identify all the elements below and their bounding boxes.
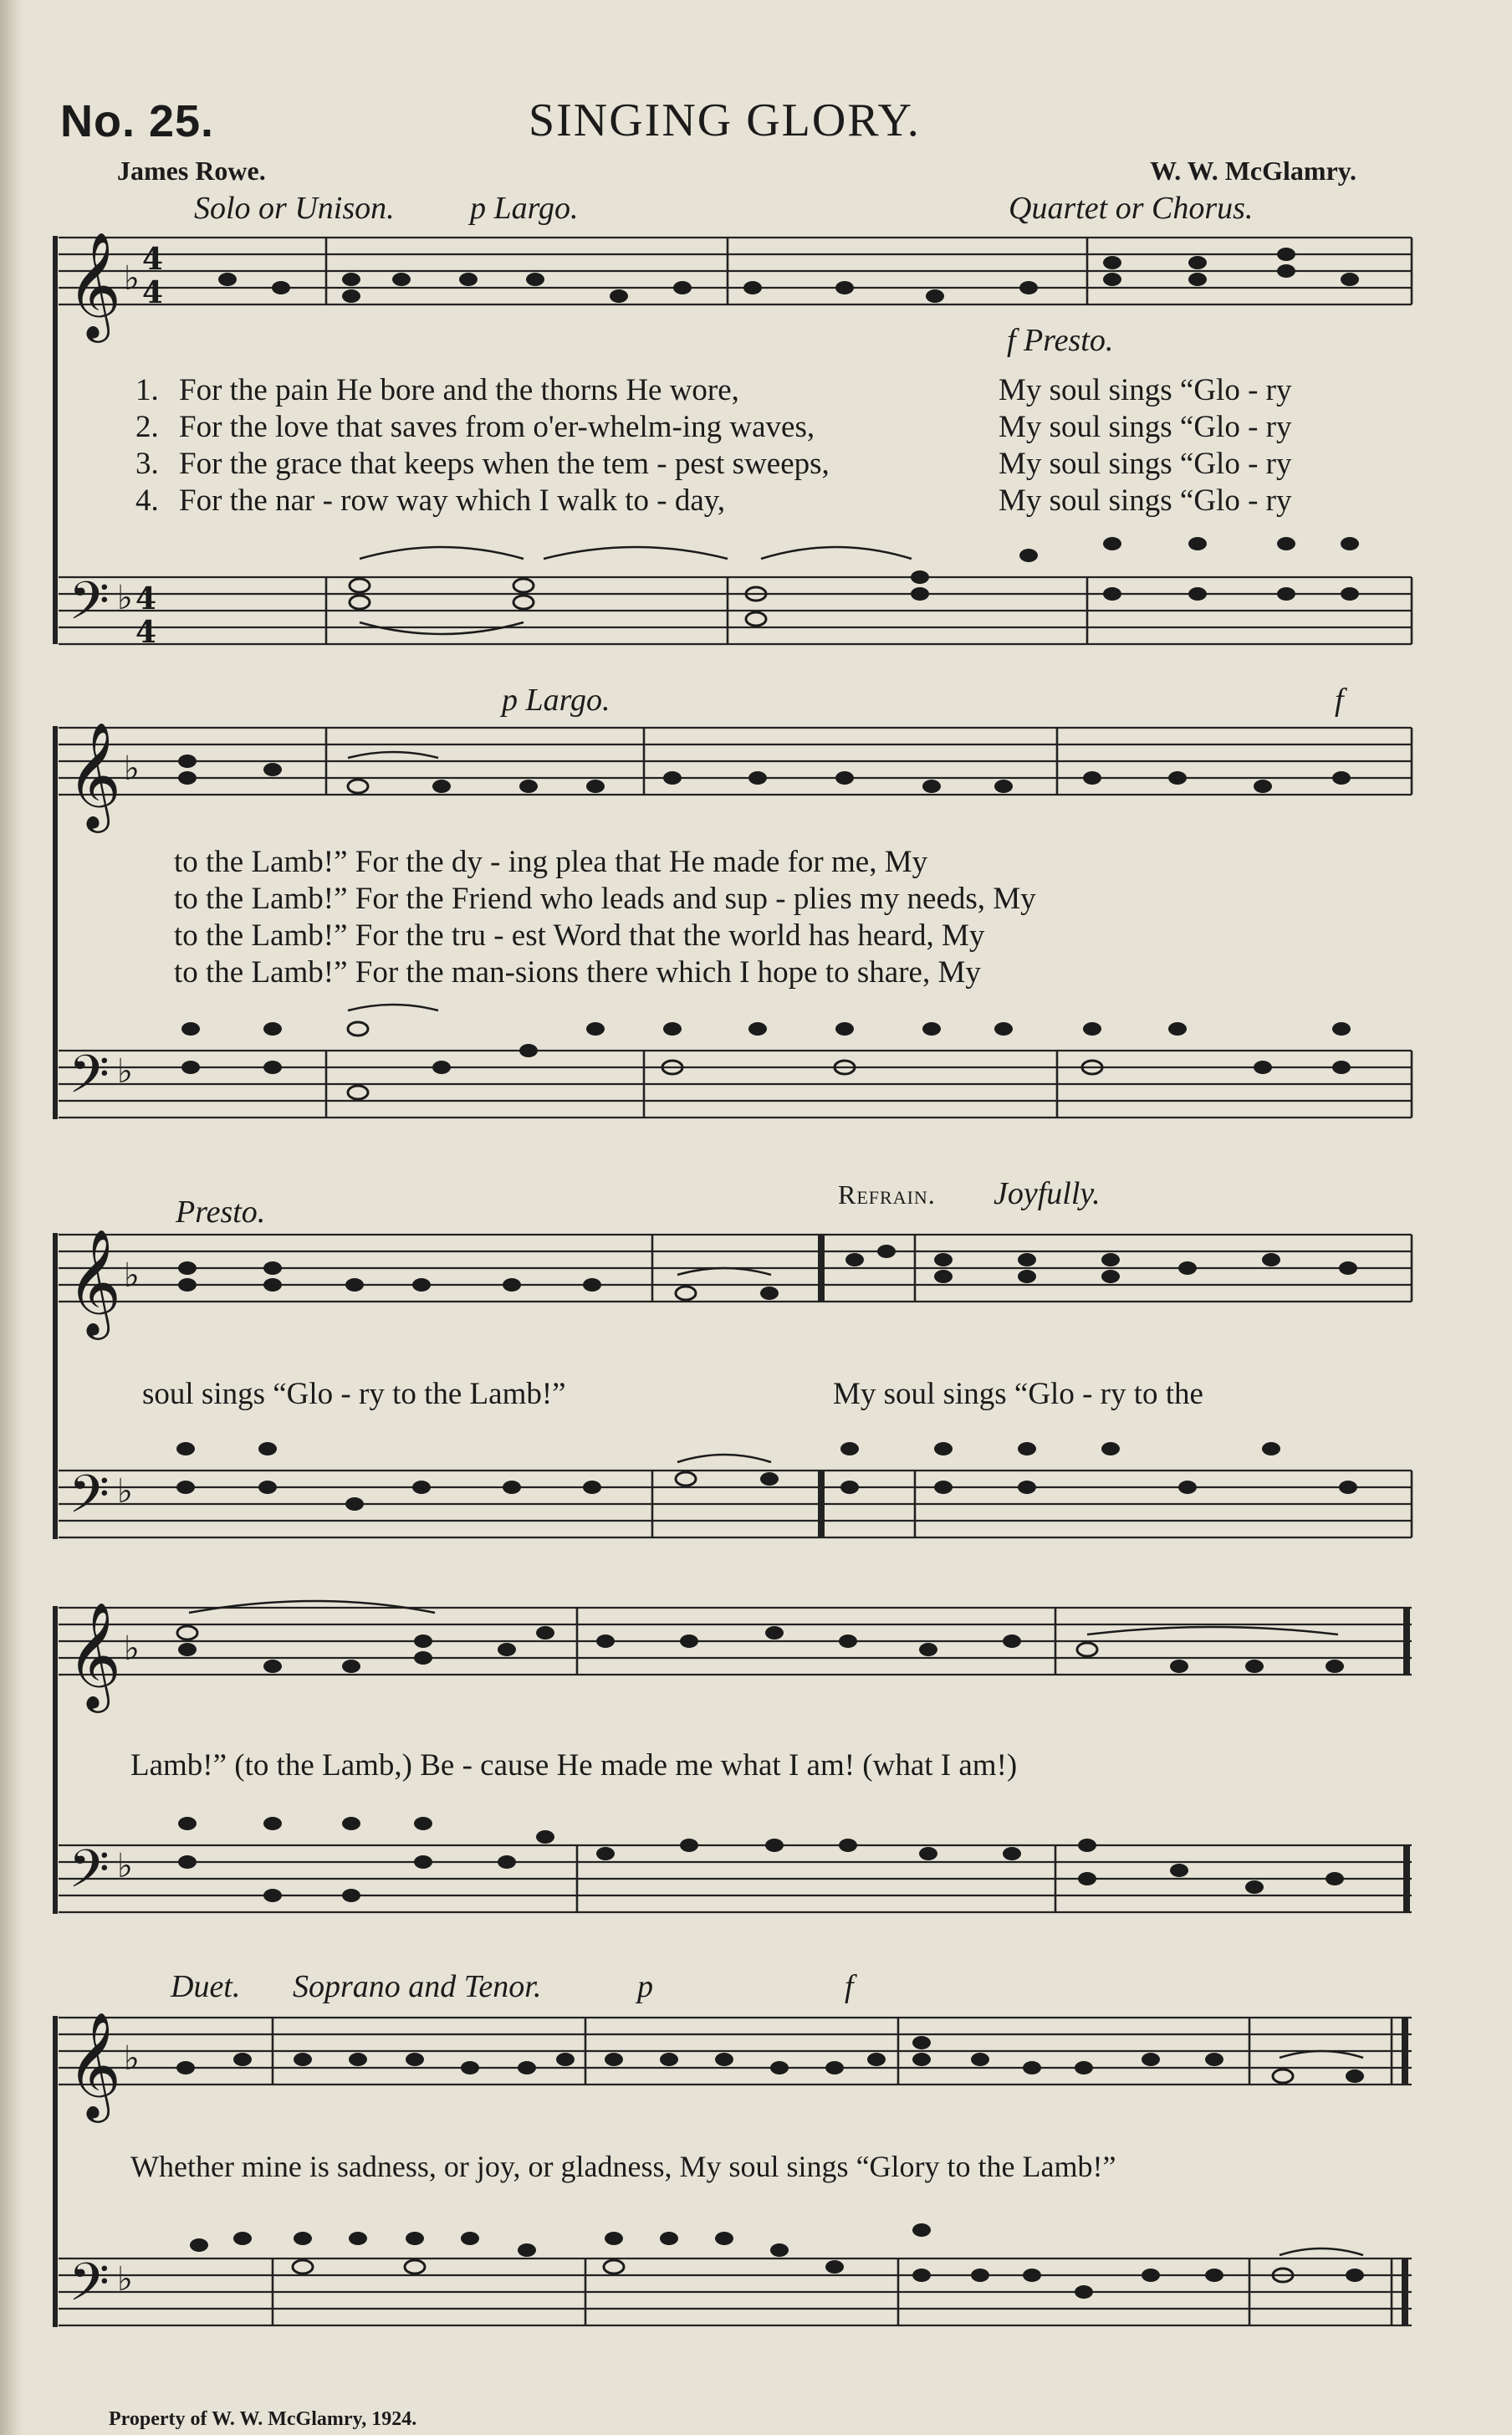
- system-1-bass-staff: [59, 577, 1412, 644]
- note: [715, 2232, 733, 2245]
- half-note: [348, 1086, 368, 1099]
- system5-lyric: Whether mine is sadness, or joy, or gladness, My soul sings “Glory to the Lamb!”: [130, 2150, 1116, 2183]
- note: [218, 273, 237, 286]
- verse-1-end: My soul sings “Glo - ry: [999, 373, 1292, 407]
- note: [503, 1481, 521, 1494]
- half-note: [676, 1472, 696, 1486]
- note: [743, 281, 762, 294]
- note: [349, 2232, 367, 2245]
- note: [586, 780, 605, 793]
- verse-2-number: 2.: [135, 410, 159, 444]
- tie: [348, 1005, 438, 1010]
- note: [934, 1270, 953, 1283]
- note: [596, 1847, 615, 1860]
- half-note: [348, 1022, 368, 1036]
- tie: [1087, 1627, 1338, 1634]
- note: [715, 2053, 733, 2066]
- note: [519, 780, 538, 793]
- note: [181, 1061, 200, 1074]
- note: [1170, 1864, 1188, 1877]
- direction-forte-1: f: [1335, 683, 1344, 718]
- note: [526, 273, 544, 286]
- note: [176, 1481, 195, 1494]
- note: [392, 273, 411, 286]
- flat-sign-icon: ♭: [117, 579, 133, 617]
- system-3: [55, 1228, 1412, 1539]
- note: [605, 2053, 623, 2066]
- refrain-label: Refrain.: [838, 1179, 936, 1210]
- note: [835, 1022, 854, 1036]
- note: [536, 1830, 554, 1844]
- note: [233, 2232, 252, 2245]
- note: [263, 1817, 282, 1830]
- note: [263, 1061, 282, 1074]
- verse-3-text: For the grace that keeps when the tem - pest sweeps,: [179, 447, 830, 481]
- note: [1142, 2053, 1160, 2066]
- note: [1341, 587, 1359, 601]
- note: [586, 1022, 605, 1036]
- line2-verse-3: to the Lamb!” For the tru - est Word that the world has heard, My: [174, 918, 985, 953]
- note: [867, 2053, 886, 2066]
- treble-clef-icon: 𝄞: [67, 1228, 122, 1335]
- note: [342, 289, 360, 303]
- note: [663, 1022, 682, 1036]
- note: [673, 281, 692, 294]
- note: [178, 1643, 197, 1656]
- note: [498, 1855, 516, 1869]
- system-1: [55, 231, 1412, 650]
- direction-joyfully: Joyfully.: [994, 1176, 1101, 1211]
- note: [1262, 1442, 1280, 1455]
- note: [971, 2053, 989, 2066]
- system-4-notes: [177, 1601, 1344, 1902]
- tie: [677, 1455, 771, 1462]
- note: [835, 281, 854, 294]
- note: [605, 2232, 623, 2245]
- note: [1083, 771, 1101, 785]
- time-signature-top: 4: [135, 581, 157, 616]
- hymn-number: No. 25.: [60, 96, 215, 146]
- note: [272, 281, 290, 294]
- half-note: [1077, 1643, 1097, 1656]
- note: [406, 2053, 424, 2066]
- note: [263, 1660, 282, 1673]
- verse-2-end: My soul sings “Glo - ry: [999, 410, 1292, 444]
- note: [233, 2053, 252, 2066]
- note: [461, 2061, 479, 2074]
- note: [178, 1261, 197, 1275]
- treble-clef-icon: 𝄞: [67, 1601, 122, 1708]
- verse-2-text: For the love that saves from o'er-whelm-ing waves,: [179, 410, 815, 444]
- verse-4-number: 4.: [135, 483, 159, 518]
- system-5-treble-staff: [59, 2018, 1412, 2085]
- note: [178, 1855, 197, 1869]
- note: [498, 1643, 516, 1656]
- note: [1339, 1481, 1357, 1494]
- note: [1339, 1261, 1357, 1275]
- note: [258, 1481, 277, 1494]
- flat-sign-icon: ♭: [117, 1052, 133, 1091]
- note: [583, 1278, 601, 1292]
- note: [1188, 256, 1207, 269]
- bass-clef-icon: 𝄢: [69, 2251, 110, 2325]
- note: [1019, 549, 1038, 562]
- note: [258, 1442, 277, 1455]
- note: [1205, 2053, 1223, 2066]
- note: [345, 1497, 364, 1511]
- half-note: [746, 612, 766, 626]
- tie: [1280, 2248, 1363, 2255]
- note: [912, 2223, 931, 2237]
- note: [583, 1481, 601, 1494]
- note: [660, 2053, 678, 2066]
- note: [994, 1022, 1013, 1036]
- note: [911, 587, 929, 601]
- note: [770, 2061, 789, 2074]
- flat-sign-icon: ♭: [124, 259, 140, 298]
- note: [770, 2243, 789, 2257]
- system-4-bass-staff: [59, 1845, 1412, 1912]
- note: [1075, 2061, 1093, 2074]
- note: [1018, 1253, 1036, 1266]
- note: [845, 1253, 864, 1266]
- note: [1003, 1847, 1021, 1860]
- note: [919, 1643, 937, 1656]
- half-note: [348, 780, 368, 793]
- note: [680, 1634, 698, 1648]
- line2-verse-2: to the Lamb!” For the Friend who leads and sup - plies my needs, My: [174, 882, 1036, 916]
- note: [1277, 587, 1295, 601]
- note: [840, 1442, 859, 1455]
- note: [1103, 256, 1121, 269]
- note: [971, 2269, 989, 2282]
- note: [556, 2053, 575, 2066]
- note: [1101, 1270, 1120, 1283]
- note: [412, 1481, 431, 1494]
- flat-sign-icon: ♭: [124, 749, 140, 788]
- note: [342, 273, 360, 286]
- system3-lyric: soul sings “Glo - ry to the Lamb!”: [142, 1377, 566, 1411]
- note: [1326, 1660, 1344, 1673]
- tie: [761, 547, 912, 559]
- system-2-bass-staff: [59, 1051, 1412, 1118]
- note: [263, 1889, 282, 1902]
- direction-piano: p: [637, 1969, 653, 2004]
- tie: [348, 752, 438, 758]
- note: [414, 1634, 432, 1648]
- hymn-title: SINGING GLORY.: [529, 95, 921, 146]
- note: [1168, 771, 1187, 785]
- verse-4-text: For the nar - row way which I walk to - day,: [179, 483, 726, 518]
- note: [1254, 780, 1272, 793]
- note: [345, 1278, 364, 1292]
- note: [1245, 1880, 1264, 1894]
- line2-verse-1: to the Lamb!” For the dy - ing plea that He made for me, My: [174, 845, 928, 879]
- bass-clef-icon: 𝄢: [69, 1838, 110, 1912]
- note: [263, 1278, 282, 1292]
- system-1-notes: [218, 248, 1359, 634]
- note: [1341, 537, 1359, 550]
- note: [994, 780, 1013, 793]
- note: [839, 1634, 857, 1648]
- note: [1341, 273, 1359, 286]
- note: [1170, 1660, 1188, 1673]
- note: [1018, 1270, 1036, 1283]
- note: [178, 1278, 197, 1292]
- half-note: [676, 1287, 696, 1300]
- note: [263, 1261, 282, 1275]
- half-note: [350, 579, 370, 592]
- note: [1019, 281, 1038, 294]
- flat-sign-icon: ♭: [124, 2039, 140, 2078]
- half-note: [405, 2260, 425, 2274]
- half-note: [293, 2260, 313, 2274]
- system-3-bass-staff: [59, 1471, 1412, 1537]
- note: [926, 289, 944, 303]
- note: [1018, 1442, 1036, 1455]
- note: [680, 1839, 698, 1852]
- note: [1178, 1261, 1197, 1275]
- bass-clef-icon: 𝄢: [69, 570, 110, 644]
- note: [934, 1442, 953, 1455]
- flat-sign-icon: ♭: [124, 1256, 140, 1295]
- note: [912, 2036, 931, 2049]
- system-1-treble-staff: [59, 238, 1412, 304]
- note: [760, 1287, 779, 1300]
- direction-quartet: Quartet or Chorus.: [1009, 191, 1254, 226]
- time-signature-bottom: 4: [142, 275, 164, 310]
- note: [1023, 2269, 1041, 2282]
- note: [760, 1472, 779, 1486]
- note: [1083, 1022, 1101, 1036]
- system-4-treble-staff: [59, 1608, 1412, 1675]
- direction-solo: Solo or Unison.: [194, 191, 395, 226]
- note: [922, 1022, 941, 1036]
- note: [911, 570, 929, 584]
- note: [190, 2238, 208, 2252]
- note: [414, 1855, 432, 1869]
- note: [1188, 273, 1207, 286]
- note: [414, 1651, 432, 1665]
- note: [1332, 771, 1351, 785]
- note: [1003, 1634, 1021, 1648]
- note: [1101, 1253, 1120, 1266]
- system-5: [55, 2011, 1412, 2327]
- direction-largo-2: p Largo.: [502, 683, 610, 718]
- note: [1332, 1061, 1351, 1074]
- note: [519, 1044, 538, 1057]
- direction-soprano-tenor: Soprano and Tenor.: [293, 1969, 542, 2004]
- tie: [677, 1268, 771, 1275]
- note: [178, 771, 197, 785]
- note: [518, 2061, 536, 2074]
- note: [1346, 2269, 1364, 2282]
- note: [660, 2232, 678, 2245]
- note: [414, 1817, 432, 1830]
- direction-forte-2: f: [845, 1969, 854, 2004]
- note: [1277, 537, 1295, 550]
- note: [342, 1817, 360, 1830]
- refrain-lyric-1: My soul sings “Glo - ry to the: [833, 1377, 1203, 1411]
- note: [1277, 264, 1295, 278]
- line2-verse-4: to the Lamb!” For the man-sions there which I hope to share, My: [174, 955, 981, 990]
- note: [765, 1839, 784, 1852]
- note: [1101, 1442, 1120, 1455]
- note: [1262, 1253, 1280, 1266]
- direction-presto-1: f Presto.: [1007, 323, 1114, 358]
- note: [1188, 537, 1207, 550]
- copyright-footer: Property of W. W. McGlamry, 1924.: [109, 2408, 417, 2430]
- system4-lyric: Lamb!” (to the Lamb,) Be - cause He made me what I am! (what I am!): [130, 1748, 1018, 1783]
- note: [342, 1889, 360, 1902]
- note: [1018, 1481, 1036, 1494]
- note: [1075, 2285, 1093, 2299]
- system-2: [55, 721, 1412, 1119]
- note: [461, 2232, 479, 2245]
- note: [596, 1634, 615, 1648]
- note: [912, 2053, 931, 2066]
- flat-sign-icon: ♭: [117, 2260, 133, 2299]
- half-note: [1273, 2069, 1293, 2083]
- tie: [544, 547, 728, 559]
- note: [503, 1278, 521, 1292]
- note: [922, 780, 941, 793]
- note: [765, 1626, 784, 1640]
- system-2-treble-staff: [59, 728, 1412, 795]
- note: [1103, 587, 1121, 601]
- direction-largo-1: p Largo.: [470, 191, 579, 226]
- note: [840, 1481, 859, 1494]
- note: [912, 2269, 931, 2282]
- note: [181, 1022, 200, 1036]
- note: [176, 2061, 195, 2074]
- note: [518, 2243, 536, 2257]
- note: [536, 1626, 554, 1640]
- note: [178, 755, 197, 768]
- note: [934, 1481, 953, 1494]
- bass-clef-icon: 𝄢: [69, 1463, 110, 1537]
- note: [349, 2053, 367, 2066]
- note: [1103, 273, 1121, 286]
- treble-clef-icon: 𝄞: [67, 231, 122, 338]
- bass-clef-icon: 𝄢: [69, 1043, 110, 1118]
- treble-clef-icon: 𝄞: [67, 721, 122, 828]
- note: [663, 771, 682, 785]
- note: [825, 2260, 844, 2274]
- note: [1254, 1061, 1272, 1074]
- system-4: [55, 1601, 1412, 1914]
- verse-1-text: For the pain He bore and the thorns He wore,: [179, 373, 739, 407]
- note: [1103, 537, 1121, 550]
- note: [432, 780, 451, 793]
- note: [459, 273, 478, 286]
- note: [178, 1817, 197, 1830]
- note: [610, 289, 628, 303]
- note: [1332, 1022, 1351, 1036]
- verse-1-number: 1.: [135, 373, 159, 407]
- note: [263, 763, 282, 776]
- half-note: [350, 596, 370, 609]
- note: [1142, 2269, 1160, 2282]
- direction-presto-2: Presto.: [176, 1194, 266, 1230]
- note: [263, 1022, 282, 1036]
- verse-4-end: My soul sings “Glo - ry: [999, 483, 1292, 518]
- note: [342, 1660, 360, 1673]
- note: [1178, 1481, 1197, 1494]
- note: [825, 2061, 844, 2074]
- note: [839, 1839, 857, 1852]
- note: [1326, 1872, 1344, 1885]
- note: [294, 2232, 312, 2245]
- note: [1078, 1872, 1096, 1885]
- tie: [1280, 2051, 1363, 2058]
- half-note: [513, 596, 534, 609]
- tie: [360, 547, 524, 559]
- verse-3-end: My soul sings “Glo - ry: [999, 447, 1292, 481]
- time-signature-bottom: 4: [135, 615, 157, 650]
- flat-sign-icon: ♭: [117, 1472, 133, 1511]
- note: [432, 1061, 451, 1074]
- half-note: [604, 2260, 624, 2274]
- note: [1188, 587, 1207, 601]
- note: [1277, 248, 1295, 261]
- treble-clef-icon: 𝄞: [67, 2011, 122, 2118]
- note: [406, 2232, 424, 2245]
- note: [877, 1245, 896, 1258]
- system-5-bass-staff: [59, 2259, 1412, 2325]
- note: [1205, 2269, 1223, 2282]
- note: [1346, 2069, 1364, 2083]
- note: [412, 1278, 431, 1292]
- note: [1023, 2061, 1041, 2074]
- verse-3-number: 3.: [135, 447, 159, 481]
- note: [748, 1022, 767, 1036]
- note: [1245, 1660, 1264, 1673]
- note: [934, 1253, 953, 1266]
- note: [919, 1847, 937, 1860]
- flat-sign-icon: ♭: [124, 1629, 140, 1668]
- note: [748, 771, 767, 785]
- note: [176, 1442, 195, 1455]
- half-note: [177, 1626, 197, 1640]
- note: [294, 2053, 312, 2066]
- half-note: [513, 579, 534, 592]
- direction-duet: Duet.: [171, 1969, 241, 2004]
- composer-credit: W. W. McGlamry.: [1150, 156, 1356, 186]
- note: [1168, 1022, 1187, 1036]
- system-2-notes: [178, 752, 1351, 1099]
- note: [1078, 1839, 1096, 1852]
- note: [835, 771, 854, 785]
- lyricist-credit: James Rowe.: [117, 156, 266, 186]
- flat-sign-icon: ♭: [117, 1847, 133, 1885]
- time-signature-top: 4: [142, 242, 164, 277]
